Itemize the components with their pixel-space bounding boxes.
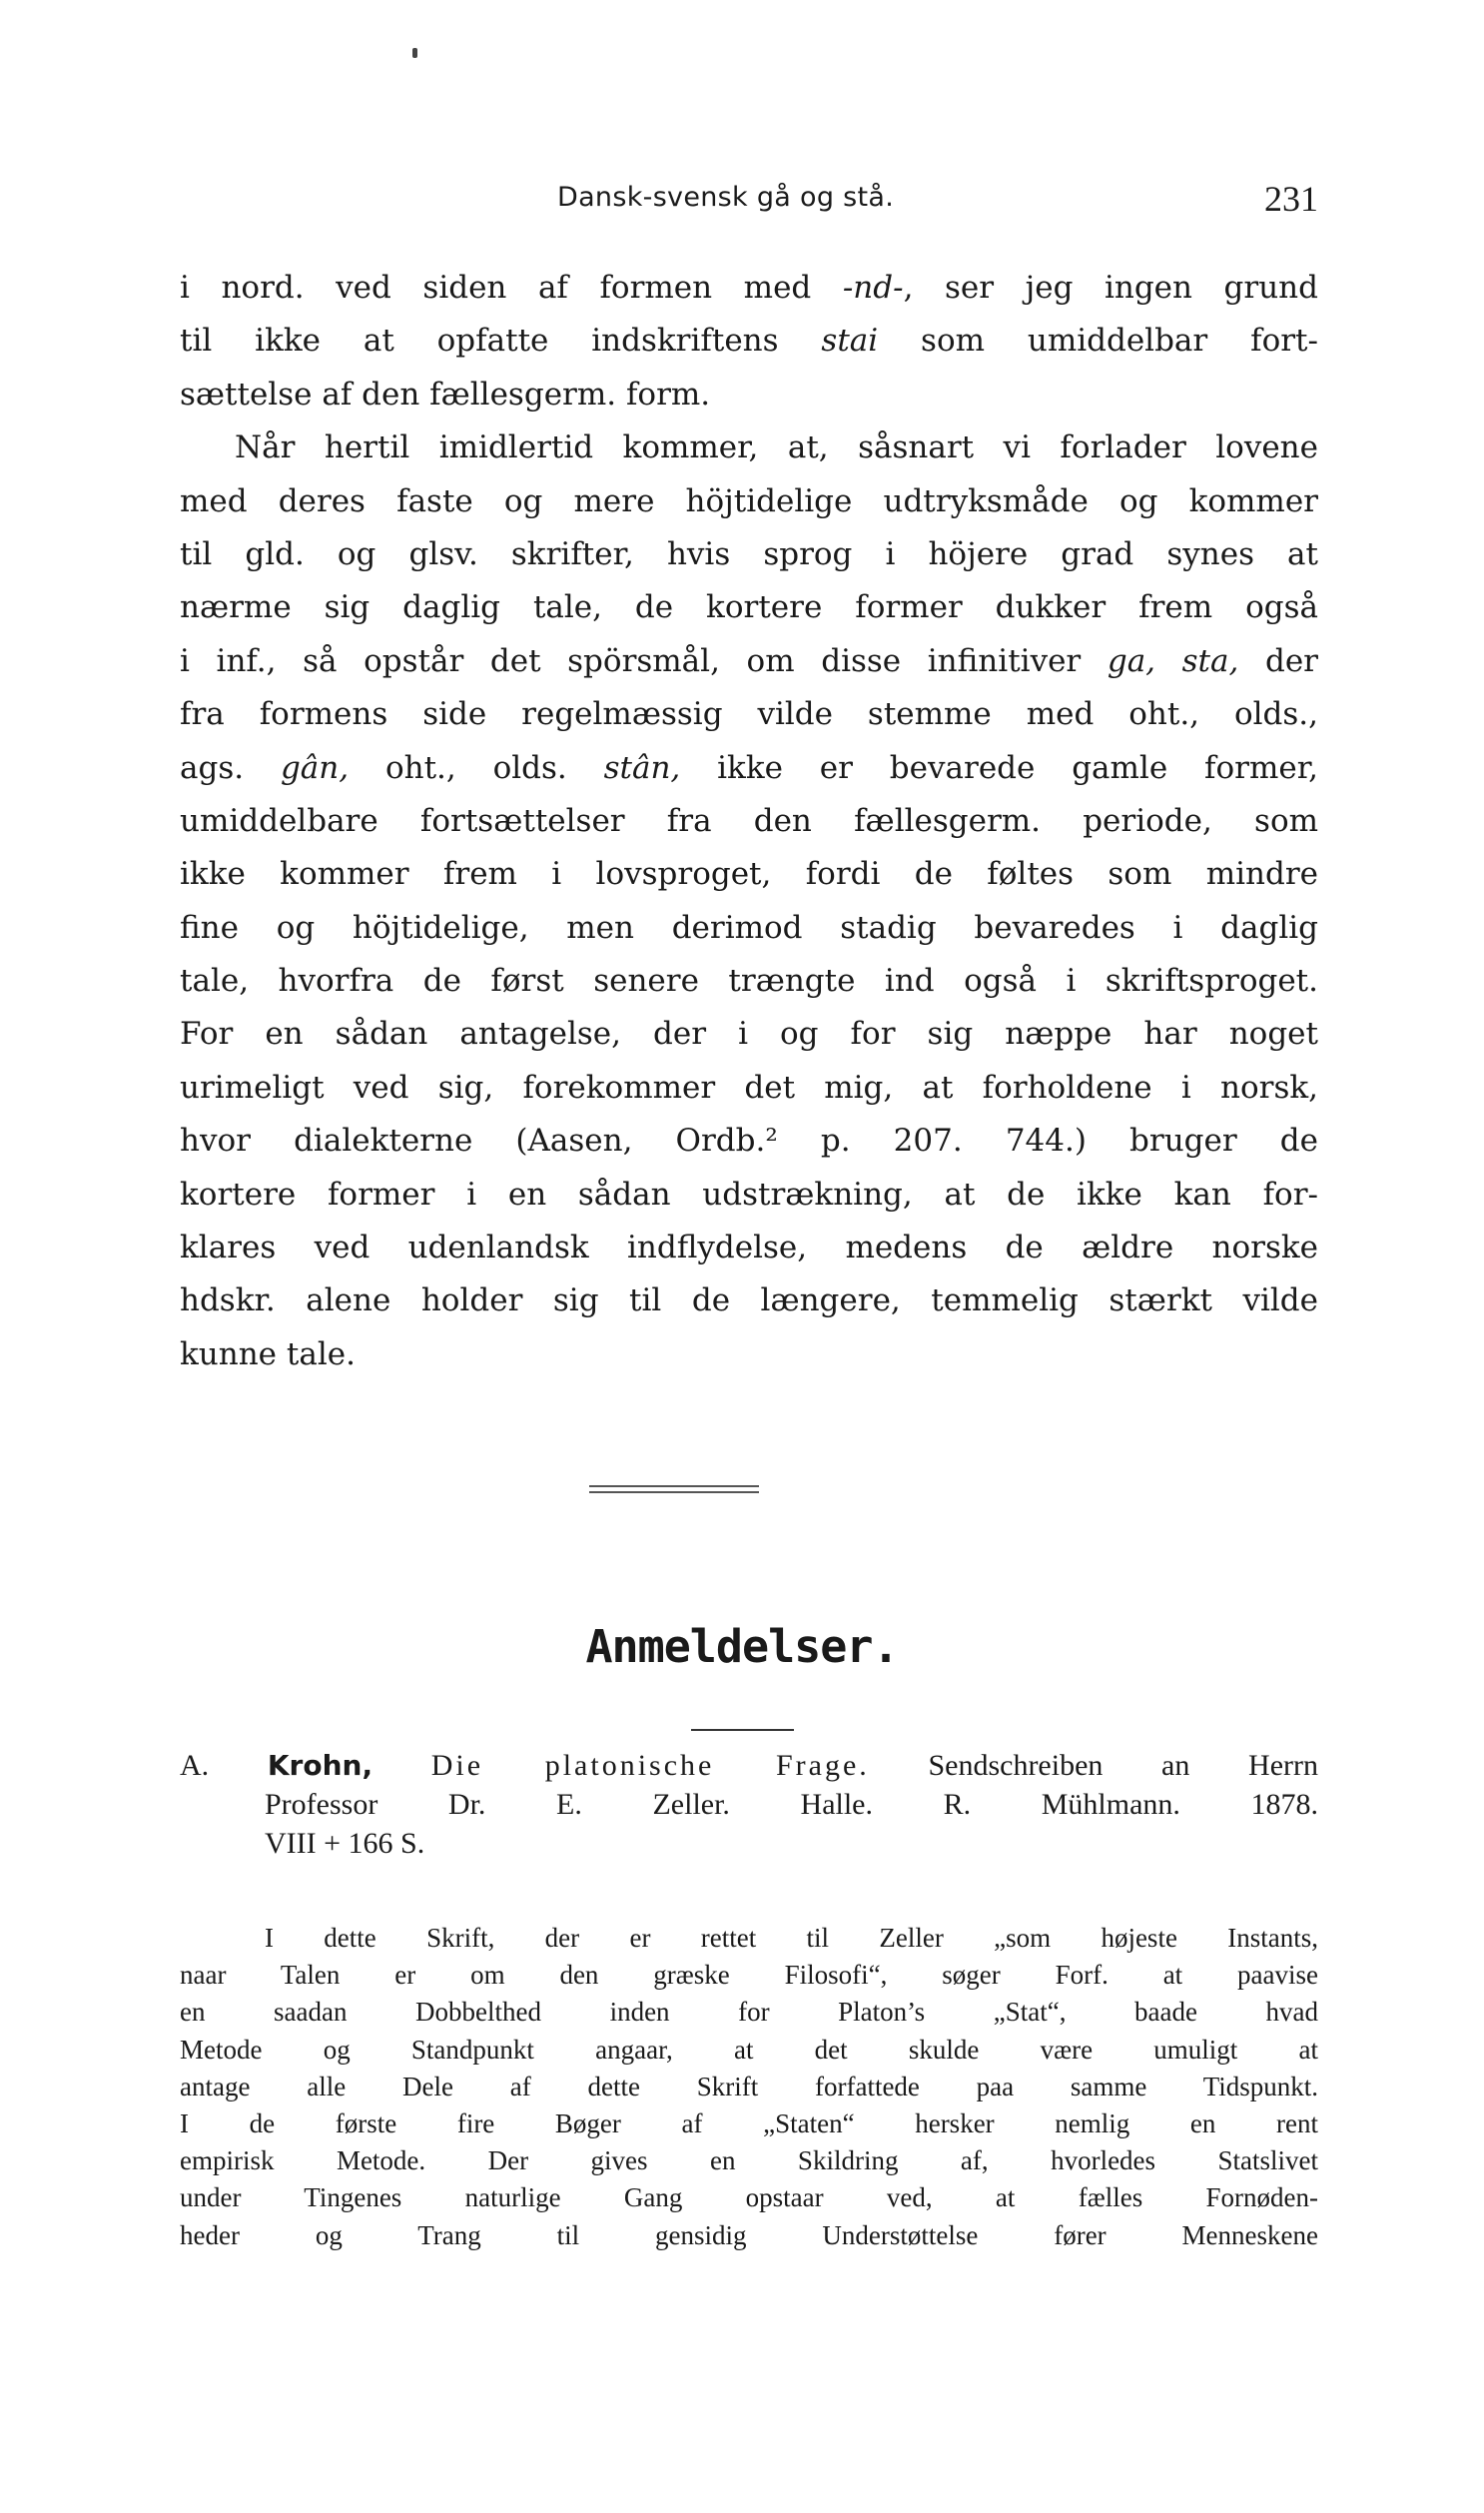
text-line: umiddelbare fortsættelser fra den fællesgerm. periode, som <box>180 802 1318 839</box>
text-line: heder og Trang til gensidig Understøttelse fører Menneskene <box>180 2219 1318 2250</box>
text-line: tale, hvorfra de først senere trængte ind også i skriftsproget. <box>180 963 1318 1000</box>
text-line: ags. gân, oht., olds. stân, ikke er bevarede gamle former, <box>180 749 1318 786</box>
text-line: I dette Skrift, der er rettet til Zeller „som højeste Instants, <box>265 1923 1318 1953</box>
page-number: 231 <box>1264 179 1318 219</box>
text-line: kunne tale. <box>180 1335 356 1372</box>
text-line: fine og höjtidelige, men derimod stadig bevaredes i daglig <box>180 909 1318 946</box>
text-line: Når hertil imidlertid kommer, at, såsnart vi forlader lovene <box>235 429 1318 466</box>
book-subtitle: Sendschreiben an Herrn <box>928 1749 1318 1782</box>
review-body <box>180 1920 1318 2254</box>
book-title: Die platonische Frage. <box>430 1749 870 1782</box>
text-line: hvor dialekterne (Aasen, Ordb.² p. 207. 744.) bruger de <box>180 1123 1318 1160</box>
text-line: For en sådan antagelse, der i og for sig næppe har noget <box>180 1016 1318 1053</box>
text-line: hdskr. alene holder sig til de længere, temmelig stærkt vilde <box>180 1282 1318 1319</box>
text-line: urimeligt ved sig, forekommer det mig, at forholdene i norsk, <box>180 1069 1318 1106</box>
author-name: Krohn, <box>267 1749 373 1782</box>
text-line: i inf., så opstår det spörsmål, om disse infinitiver ga, sta, der <box>180 642 1318 679</box>
running-title: Dansk-svensk gå og stå. <box>557 182 895 213</box>
text-line: I de første fire Bøger af „Staten“ hersker nemlig en rent <box>180 2107 1318 2138</box>
text-line: under Tingenes naturlige Gang opstaar ved, at fælles Fornøden- <box>180 2182 1318 2213</box>
reference-line: VIII + 166 S. <box>265 1827 425 1860</box>
text-line: fra formens side regelmæssig vilde stemme med oht., olds., <box>180 696 1318 733</box>
text-line: med deres faste og mere höjtidelige udtryksmåde og kommer <box>180 482 1318 519</box>
text-line: til gld. og glsv. skrifter, hvis sprog i höjere grad synes at <box>180 535 1318 572</box>
reference-line <box>180 1746 1318 1785</box>
text-line: sættelse af den fællesgerm. form. <box>180 376 711 413</box>
text-line: empirisk Metode. Der gives en Skildring af, hvorledes Statslivet <box>180 2145 1318 2176</box>
text-line: nærme sig daglig tale, de kortere former dukker frem også <box>180 589 1318 626</box>
reference-line: Professor Dr. E. Zeller. Halle. R. Mühlmann. 1878. <box>265 1788 1318 1821</box>
text-line: til ikke at opfatte indskriftens stai som umiddelbar fort- <box>180 323 1318 360</box>
author-initial: A. <box>180 1749 210 1782</box>
text-line: naar Talen er om den græske Filosofi“, søger Forf. at paavise <box>180 1960 1318 1991</box>
text-line: klares ved udenlandsk indflydelse, medens de ældre norske <box>180 1230 1318 1266</box>
text-line: antage alle Dele af dette Skrift forfattede paa samme Tidspunkt. <box>180 2071 1318 2101</box>
text-line: kortere former i en sådan udstrækning, at de ikke kan for- <box>180 1176 1318 1213</box>
review-reference <box>180 1746 1318 1863</box>
text-line: i nord. ved siden af formen med -nd-, ser jeg ingen grund <box>180 270 1318 306</box>
text-line: ikke kommer frem i lovsproget, fordi de føltes som mindre <box>180 856 1318 893</box>
section-divider <box>589 1485 759 1493</box>
text-line: Metode og Standpunkt angaar, at det skulde være umuligt at <box>180 2034 1318 2065</box>
text-line: en saadan Dobbelthed inden for Platon’s „Stat“, baade hvad <box>180 1997 1318 2028</box>
print-speck <box>412 48 417 58</box>
heading-rule <box>691 1729 794 1731</box>
section-heading: Anmeldelser. <box>585 1620 899 1673</box>
running-head <box>180 178 1318 228</box>
article-body <box>180 262 1318 1381</box>
